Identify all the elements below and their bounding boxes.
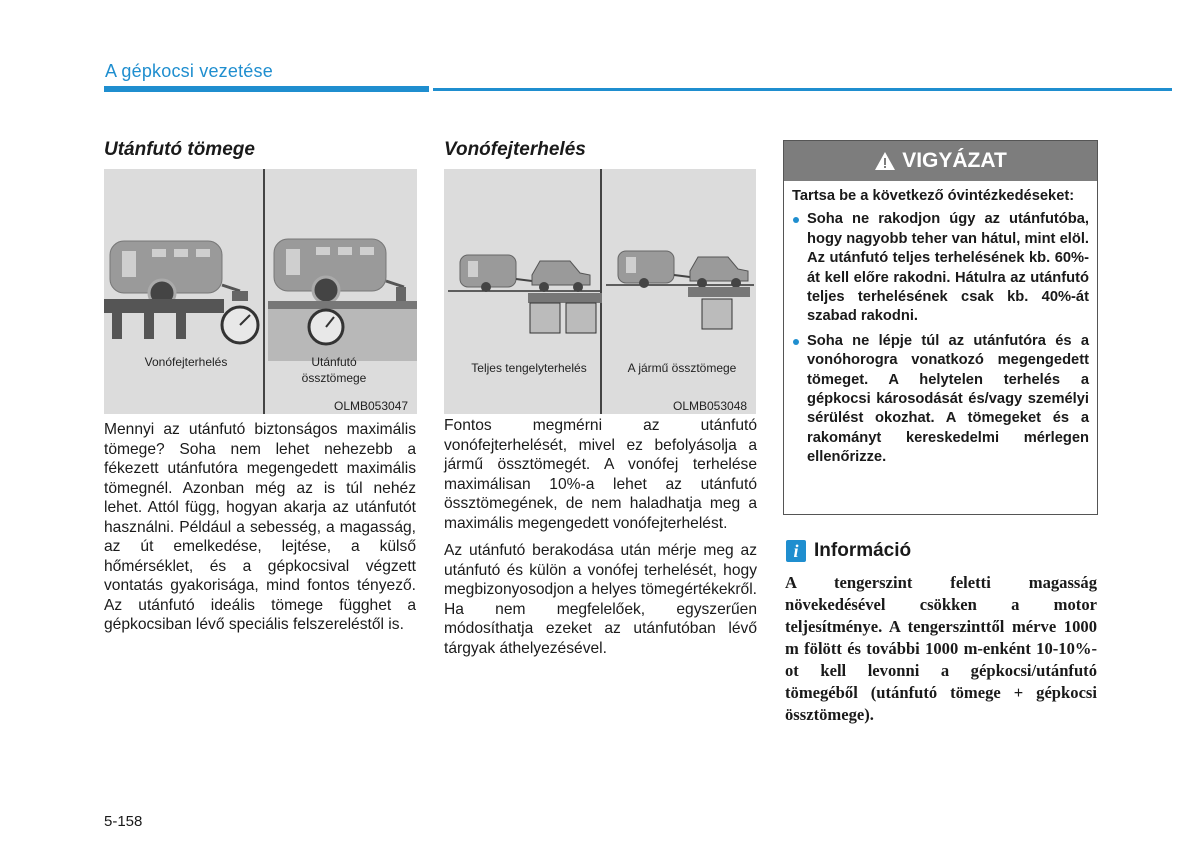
figure-code: OLMB053047 (334, 399, 409, 413)
warning-intro: Tartsa be a következő óvintézkedéseket: (792, 188, 1075, 204)
figure-label-total-axle-load: Teljes tengelyterhelés (471, 361, 587, 375)
paragraph: Az utánfutó berakodása után mérje meg az utánfutó és külön a vonófej terhelését, hogy megbizonyosodjon a helyes tömegértékekről. Ha nem megfelelőek, egyszerűen módosíthatja ezeket az utánfutóban lévő tárgyak áthelyezésével. (444, 542, 757, 657)
warning-header (784, 141, 1097, 181)
figure-tongue-load (444, 169, 756, 414)
heading-tongue-load: Vonófejterhelés (444, 139, 586, 160)
figure-label-tongue-weight: Vonófejterhelés (144, 355, 228, 369)
tongue-load-paragraphs (444, 416, 757, 666)
paragraph: Mennyi az utánfutó biztonságos maximális tömege? Soha nem lehet nehezebb a fékezett utánfutóra megengedett maximális tömegnél. Azonban még az is túl nehéz lehet. Attól függ, hogyan akarja az utánfutót használni. Például a sebesség, a magasság, az út emelkedése, lejtése, a külső hőmérséklet, és a gépkocsival végzett vontatás gyakorisága, mind fontos tényező. Az utánfutó ideális tömege függhet a gépkocsiban lévő speciális felszereléstől is. (104, 421, 416, 633)
info-text: A tengerszint feletti magasság növekedésével csökken a motor teljesítménye. A tengerszinttől mérve 1000 m fölött és további 1000 m-enként 10-10%-ot kell levonni a gépkocsi/utánfutó tömegéből (utánfutó tömege + gépkocsi össztömege). (785, 573, 1097, 724)
info-icon: i (786, 540, 806, 562)
trailer-weight-paragraph (104, 420, 416, 643)
warning-list (792, 210, 1089, 467)
warning-body (784, 181, 1097, 468)
tongue-load-illustration (444, 169, 756, 414)
header-rule-thick (104, 86, 429, 92)
warning-item-text: Soha ne rakodjon úgy az utánfutóba, hogy nagyobb teher van hátul, mint elöl. Az utánfutó teljes terhelésének kb. 60%-át kell előre rakodni. Hátulra az utánfutó teljes terhelésének csak kb. 40%-át szabad rakodni. (807, 211, 1089, 325)
heading-trailer-weight: Utánfutó tömege (104, 139, 255, 160)
figure-label-vehicle-gross-weight: A jármű össztömege (627, 361, 737, 375)
warning-title: VIGYÁZAT (902, 149, 1007, 172)
info-header (786, 540, 911, 562)
paragraph: Fontos megmérni az utánfutó vonófejterhelését, mivel ez befolyásolja a jármű össztömegét. A vonófej terhelése maximálisan 10%-a lehet az utánfutó össztömegének, de nem haladhatja meg a maximális megengedett vonófejterhelést. (444, 417, 757, 532)
bullet-icon (793, 217, 799, 223)
warning-item (792, 210, 1089, 326)
figure-label-trailer-gross-weight: Utánfutó össztömege (301, 355, 367, 385)
info-title: Információ (814, 540, 912, 561)
figure-code: OLMB053048 (673, 399, 748, 413)
warning-triangle-icon (874, 151, 896, 171)
header-rule-thin (433, 88, 1172, 91)
figure-trailer-weight (104, 169, 417, 414)
section-header-title: A gépkocsi vezetése (105, 61, 273, 81)
warning-box (783, 140, 1098, 515)
warning-item (792, 332, 1089, 468)
page-number: 5-158 (104, 813, 143, 830)
warning-item-text: Soha ne lépje túl az utánfutóra és a vonóhorogra vonatkozó megengedett tömeget. A helytelen terhelés a gépkocsi károsodását és/vagy személyi sérülést okozhat. A tömegeket és a rakományt kereskedelmi mérlegen ellenőrizze. (807, 332, 1089, 466)
bullet-icon (793, 339, 799, 345)
